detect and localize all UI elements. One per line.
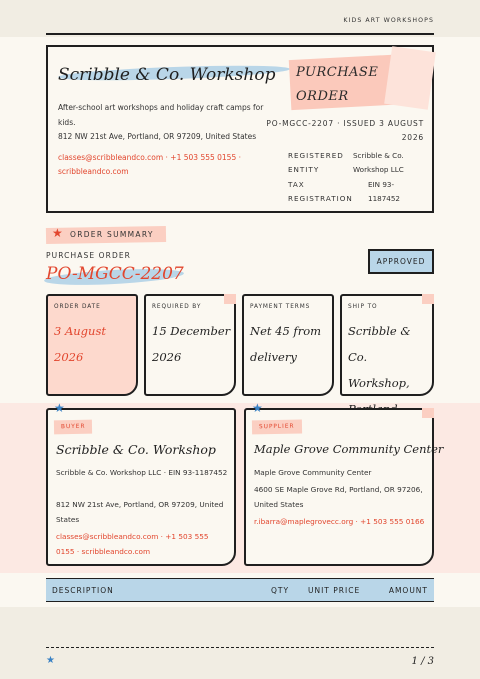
buyer-address: 812 NW 21st Ave, Portland, OR 97209, United States <box>56 500 224 524</box>
buyer-card <box>46 401 236 566</box>
registered-entity-value: Scribble & Co. Workshop LLC <box>353 151 404 174</box>
header-card <box>46 45 434 213</box>
star-icon: ★ <box>46 655 55 666</box>
line-items-table-header <box>46 578 434 602</box>
supplier-contact[interactable]: r.ibarra@maplegrovecc.org · +1 503 555 0166 <box>254 517 425 526</box>
footer-rule <box>46 647 434 648</box>
status-badge: APPROVED <box>368 249 434 274</box>
card-value: 3 August 2026 <box>54 324 106 364</box>
card-fold <box>422 408 434 418</box>
brand-top-label: KIDS ART WORKSHOPS <box>343 17 434 24</box>
buyer-contact[interactable]: classes@scribbleandco.com · +1 503 555 0155 · scribbleandco.com <box>56 532 209 556</box>
column-header-amount: AMOUNT <box>388 586 428 595</box>
registered-entity-label: REGISTERED ENTITY <box>288 151 344 174</box>
document-reference: PO-MGCC-2207 · ISSUED 3 AUGUST 2026 <box>266 119 424 142</box>
card-label: PAYMENT TERMS <box>250 304 311 310</box>
detail-card-payment-terms <box>242 294 334 396</box>
page-number: 1 / 3 <box>411 656 434 667</box>
section-label-order-summary: ORDER SUMMARY <box>70 230 154 239</box>
buyer-name: Scribble & Co. Workshop <box>56 442 216 457</box>
po-number: PO-MGCC-2207 <box>46 264 184 284</box>
buyer-entity: Scribble & Co. Workshop LLC · EIN 93-1187452 <box>56 468 228 477</box>
card-label: SHIP TO <box>348 304 378 310</box>
star-icon: ★ <box>252 401 263 415</box>
column-header-unit-price: UNIT PRICE <box>308 586 361 595</box>
company-address: 812 NW 21st Ave, Portland, OR 97209, United States <box>58 132 257 141</box>
top-rule <box>46 33 434 35</box>
supplier-name: Maple Grove Community Center <box>254 442 444 456</box>
card-fold <box>224 294 236 304</box>
po-number-label: PURCHASE ORDER <box>46 251 131 260</box>
supplier-tag: SUPPLIER <box>252 420 302 435</box>
card-value: Net 45 from delivery <box>250 324 322 364</box>
tax-registration-value: EIN 93-1187452 <box>368 180 401 203</box>
column-header-qty: QTY <box>271 586 290 595</box>
detail-card-required-by <box>144 294 236 396</box>
column-header-description: DESCRIPTION <box>52 586 114 595</box>
card-fold <box>422 294 434 304</box>
tax-registration-label: TAX REGISTRATION <box>288 180 353 203</box>
supplier-address: 4600 SE Maple Grove Rd, Portland, OR 97206, United States <box>254 485 423 509</box>
star-icon: ★ <box>54 401 65 415</box>
document-title: PURCHASE ORDER <box>296 65 379 104</box>
company-name: Scribble & Co. Workshop <box>58 65 276 85</box>
company-contact[interactable]: classes@scribbleandco.com · +1 503 555 0155 · scribbleandco.com <box>58 153 241 176</box>
buyer-tag: BUYER <box>54 420 93 435</box>
detail-card-ship-to <box>340 294 434 396</box>
star-icon: ★ <box>52 226 63 240</box>
supplier-card <box>244 401 444 566</box>
card-label: ORDER DATE <box>54 304 101 310</box>
card-label: REQUIRED BY <box>152 304 202 310</box>
card-value: 15 December 2026 <box>152 324 231 364</box>
supplier-entity: Maple Grove Community Center <box>254 468 372 477</box>
card-value: Scribble & Co. Workshop, <box>348 324 411 390</box>
detail-card-order-date <box>46 294 138 396</box>
company-description: After-school art workshops and holiday craft camps for kids. <box>58 103 264 127</box>
